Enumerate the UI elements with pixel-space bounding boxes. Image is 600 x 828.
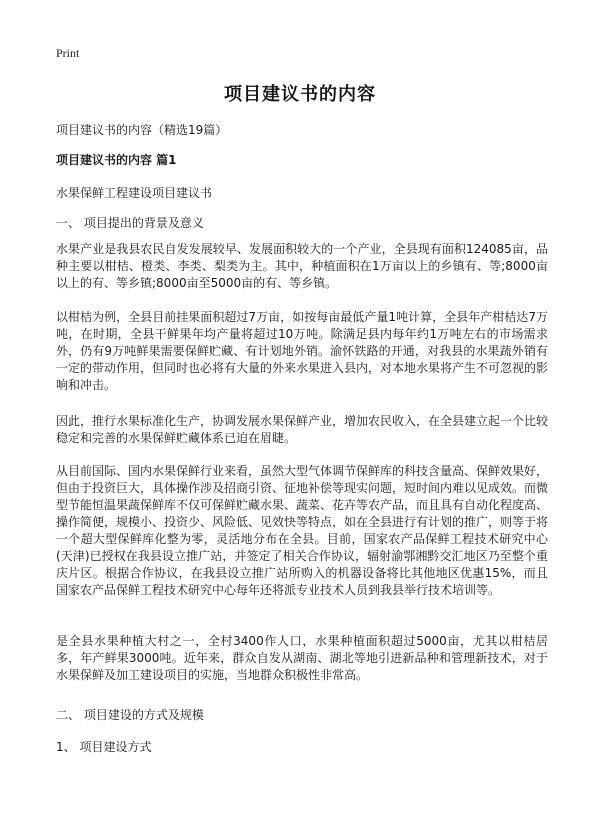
heading-background: 一、 项目提出的背景及意义 xyxy=(56,216,204,230)
paragraph-2: 以柑桔为例，全县目前挂果面积超过7万亩，如按每亩最低产量1吨计算，全县年产柑桔达7万吨，在时期，全县干鲜果年均产量将超过10万吨。除满足县内每年约1万吨左右的市场需求外，仍有9万吨鲜果需要保鲜贮藏、有计划地外销。渝怀铁路的开通，对我县的水果蔬外销有一定的带动作用，但同时也必将有大量的外来水果进入县内，对本地水果将产生不可忽视的影响和冲击。 xyxy=(56,310,549,392)
heading-scale: 二、 项目建设的方式及规模 xyxy=(56,708,204,722)
paragraph-1: 水果产业是我县农民自发发展较早、发展面积较大的一个产业，全县现有面积124085亩，品种主要以柑桔、橙类、李类、梨类为主。其中，种植面积在1万亩以上的乡镇有、等;8000亩以上的有、等乡镇;8000亩至5000亩的有、等乡镇。 xyxy=(56,242,548,290)
page-title: 项目建议书的内容 xyxy=(224,84,376,105)
heading-method: 1、 项目建设方式 xyxy=(56,740,152,754)
project-name: 水果保鲜工程建设项目建议书 xyxy=(56,186,213,200)
paragraph-3: 因此，推行水果标准化生产，协调发展水果保鲜产业，增加农民收入，在全县建立起一个比较稳定和完善的水果保鲜贮藏体系已迫在眉睫。 xyxy=(56,414,549,445)
paragraph-4: 从目前国际、国内水果保鲜行业来看，虽然大型气体调节保鲜库的科技含量高、保鲜效果好，但由于投资巨大，具体操作涉及招商引资、征地补偿等现实问题，短时间内难以见成效。而微型节能恒温果蔬保鲜库不仅可保鲜贮藏水果、蔬菜、花卉等农产品，而且具有自动化程度高、操作简便，规模小、投资少、风险低、见效快等特点，如在全县进行有计划的推广，则等于将一个超大型保鲜库化整为零，灵活地分布在全县。目前，国家农产品保鲜工程技术研究中心(天津)已授权在我县设立推广站，并签定了相关合作协议，辐射渝鄂湘黔交汇地区乃至整个重庆片区。根据合作协议，在我县设立推广站所购入的机器设备将比其他地区优惠15%，而且国家农产品保鲜工程技术研究中心每年还将派专业技术人员到我县举行技术培训等。 xyxy=(56,464,549,597)
section-title: 项目建议书的内容 篇1 xyxy=(56,153,177,167)
paragraph-5: 是全县水果种植大村之一，全村3400作人口，水果种植面积超过5000亩，尤其以柑桔居多，年产鲜果3000吨。近年来，群众自发从湖南、湖北等地引进新品种和管理新技术，对于水果保鲜及加工建设项目的实施，当地群众积极性非常高。 xyxy=(56,634,548,682)
print-link[interactable]: Print xyxy=(56,46,80,60)
document-subtitle: 项目建议书的内容（精选19篇） xyxy=(56,123,228,137)
